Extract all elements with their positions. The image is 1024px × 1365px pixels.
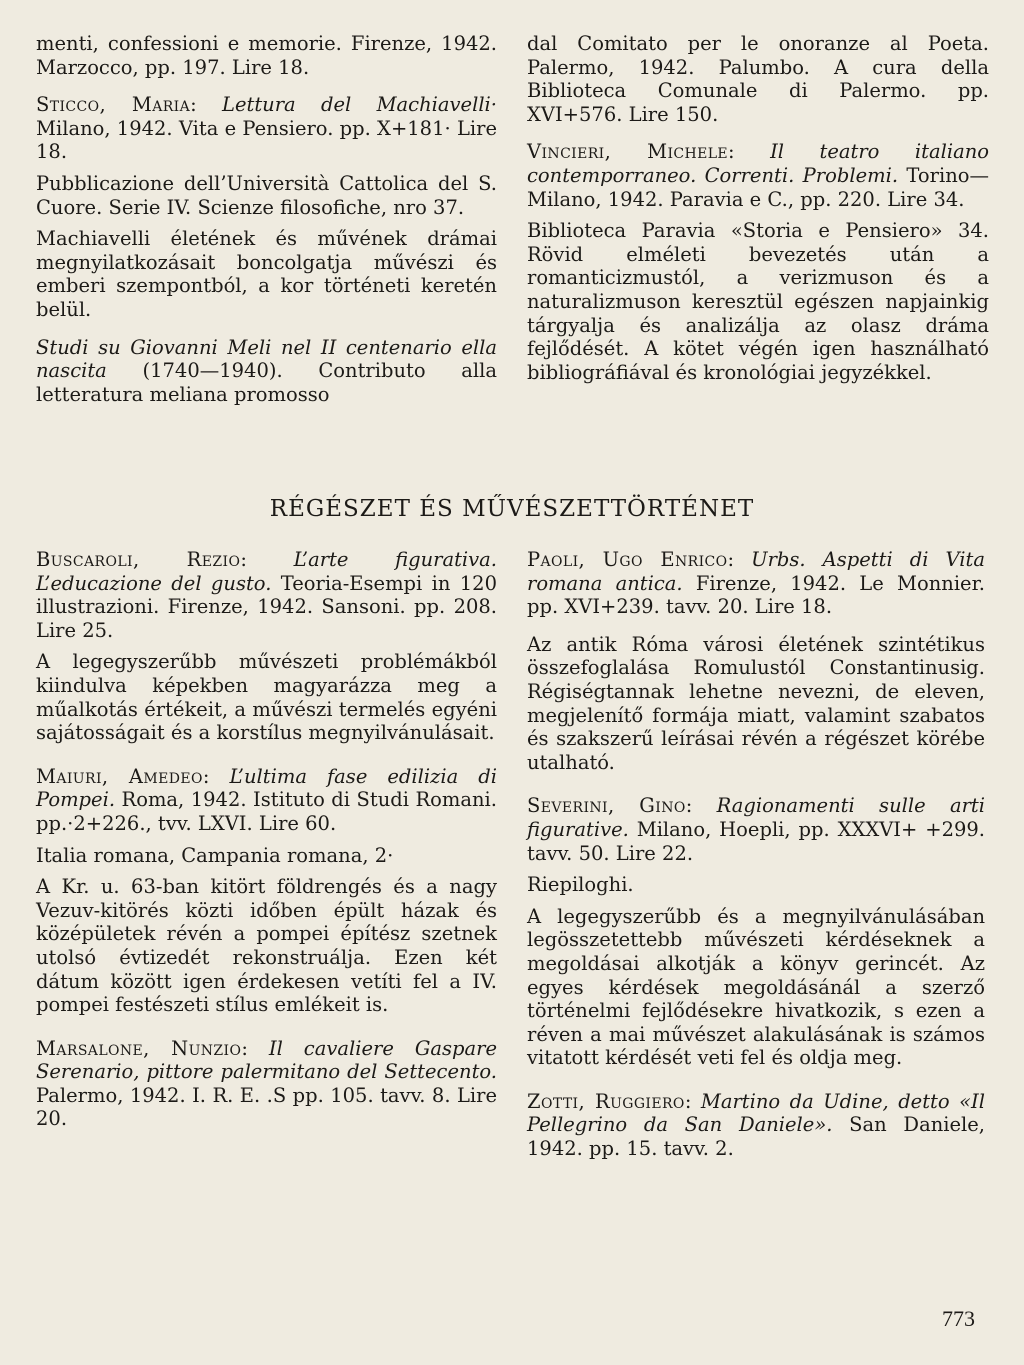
continued-entry-text: menti, confessioni e memorie. Firenze, 1942. Marzocco, pp. 197. Lire 18. — [36, 32, 497, 79]
bibliography-entry-sticco — [36, 93, 497, 164]
review-text: Az antik Róma városi életének szintétikus összefoglalása Romulustól Constantinusig. Régiségtannak lehetne nevezni, de eleven, megjelenítő formája miatt, valamint szabatos és szakszerű leírásai révén a régészet körébe utalható. — [527, 632, 985, 774]
publication-details: Milano, 1942. Vita e Pensiero. pp. X+181· Lire 18. — [36, 116, 497, 164]
book-title: Urbs. Aspetti di Vita romana antica. — [527, 548, 985, 595]
bibliography-entry-zotti — [527, 1090, 985, 1161]
publication-details: (1740—1940). Contributo alla letteratura meliana promosso — [36, 359, 497, 406]
book-title: Studi su Giovanni Meli nel II centenario ella nascita — [36, 335, 497, 383]
bottom-right-column — [527, 548, 985, 1169]
top-left-column — [36, 32, 497, 414]
continued-entry-text: dal Comitato per le onoranze al Poeta. Palermo, 1942. Palumbo. A cura della Biblioteca Comunale di Palermo. pp. XVI+576. Lire 150. — [527, 32, 989, 126]
author-name: Paoli, Ugo Enrico — [527, 548, 728, 571]
review-text: A legegyszerűbb művészeti problémákból kiindulva képekben magyarázza meg a műalkotás értékeit, a művészi termelés egyéni sajátosságait és a korstílus megnyilvánulásait. — [36, 650, 497, 745]
publication-details: Firenze, 1942. Le Monnier. pp. XVI+239. tavv. 20. Lire 18. — [527, 571, 985, 619]
top-right-column — [527, 32, 989, 392]
book-title: Il teatro italiano contemporraneo. Correnti. Problemi. — [527, 140, 989, 187]
separator: : — [240, 548, 294, 571]
review-text: A legegyszerűbb és a megnyilvánulásában legösszetettebb művészeti kérdéseknek a megoldásai alkotják a könyv gerincét. Az egyes kérdések megoldásánál a szerző történelmi fejlődésekre hivatkozik, s ezen a réven a mai művészet alakulásának is számos vitatott kérdését veti fel és oldja meg. — [527, 904, 985, 1070]
separator: : — [684, 1089, 701, 1113]
bibliography-entry-maiuri — [36, 765, 497, 836]
series-note: Italia romana, Campania romana, 2· — [36, 843, 394, 867]
publication-details: Roma, 1942. Istituto di Studi Romani. pp.·2+226., tvv. LXVI. Lire 60. — [36, 788, 497, 835]
bibliography-entry-vincieri — [527, 140, 989, 211]
separator: : — [685, 794, 717, 818]
separator: : — [202, 764, 230, 788]
bibliography-entry-paoli — [527, 548, 985, 619]
review-text: A Kr. u. 63-ban kitört földrengés és a nagy Vezuv-kitörés közti időben épült házak és középületek révén a pompei építész szetnek utolsó évtizedét rekonstruálja. Ezen két dátum között igen érdekesen vetíti fel a IV. pompei festészeti stílus emlékeit is. — [36, 875, 497, 1017]
author-name: Marsalone, Nunzio — [36, 1036, 242, 1060]
book-title: Il cavaliere Gaspare Serenario, pittore palermitano del Settecento. — [36, 1036, 497, 1084]
book-title: L’ultima fase edilizia di Pompei. — [36, 764, 497, 812]
separator: : — [728, 140, 771, 164]
book-title: Lettura del Machiavelli· — [222, 93, 497, 117]
review-text: Biblioteca Paravia «Storia e Pensiero» 34. Rövid elméleti bevezetés után a romanticizmustól, a verizmuson és a naturalizmuson keresztül egészen napjainkig tárgyalja és analizálja az olasz dráma fejlődését. A kötet végén igen használható bibliográfiával és kronológiai jegyzékkel. — [527, 219, 989, 384]
section-heading: RÉGÉSZET ÉS MŰVÉSZETTÖRTÉNET — [269, 496, 755, 522]
publication-details: San Daniele, 1942. pp. 15. tavv. 2. — [527, 1113, 986, 1161]
publication-details: Milano, Hoepli, pp. XXXVI+ +299. tavv. 50. Lire 22. — [527, 817, 985, 865]
separator: : — [190, 93, 223, 117]
separator: : — [241, 1036, 269, 1060]
author-name: Severini, Gino — [527, 794, 686, 818]
page-number: 773 — [942, 1306, 975, 1331]
bibliography-entry-severini — [527, 794, 985, 865]
series-note: Pubblicazione dell’Università Cattolica del S. Cuore. Serie IV. Scienze filosofiche, nro 37. — [36, 171, 497, 219]
author-name: Vincieri, Michele — [527, 140, 729, 164]
book-title: Martino da Udine, detto «Il Pellegrino da San Daniele». — [527, 1089, 985, 1137]
publication-details: Torino—Milano, 1942. Paravia e C., pp. 220. Lire 34. — [527, 163, 989, 211]
author-name: Zotti, Ruggiero — [527, 1089, 685, 1113]
book-title: Ragionamenti sulle arti figurative. — [527, 794, 985, 841]
separator: : — [727, 548, 752, 571]
publication-details: Palermo, 1942. I. R. E. .S pp. 105. tavv. 8. Lire 20. — [36, 1083, 497, 1131]
author-name: Sticco, Maria — [36, 93, 191, 117]
bibliography-entry-meli — [36, 336, 497, 407]
review-text: Machiavelli életének és művének drámai megnyilatkozásait boncolgatja művészi és emberi szempontból, a kor történeti keretén belül. — [36, 227, 497, 321]
bottom-left-column — [36, 548, 497, 1139]
bibliography-entry-marsalone — [36, 1037, 497, 1131]
book-title: L’arte figurativa. L’educazione del gusto. — [36, 548, 497, 595]
series-note: Riepiloghi. — [527, 873, 634, 897]
author-name: Maiuri, Amedeo — [36, 764, 203, 788]
author-name: Buscaroli, Rezio — [36, 548, 241, 571]
publication-details: Teoria-Esempi in 120 illustrazioni. Firenze, 1942. Sansoni. pp. 208. Lire 25. — [36, 571, 497, 642]
bibliography-entry-buscaroli — [36, 548, 497, 642]
